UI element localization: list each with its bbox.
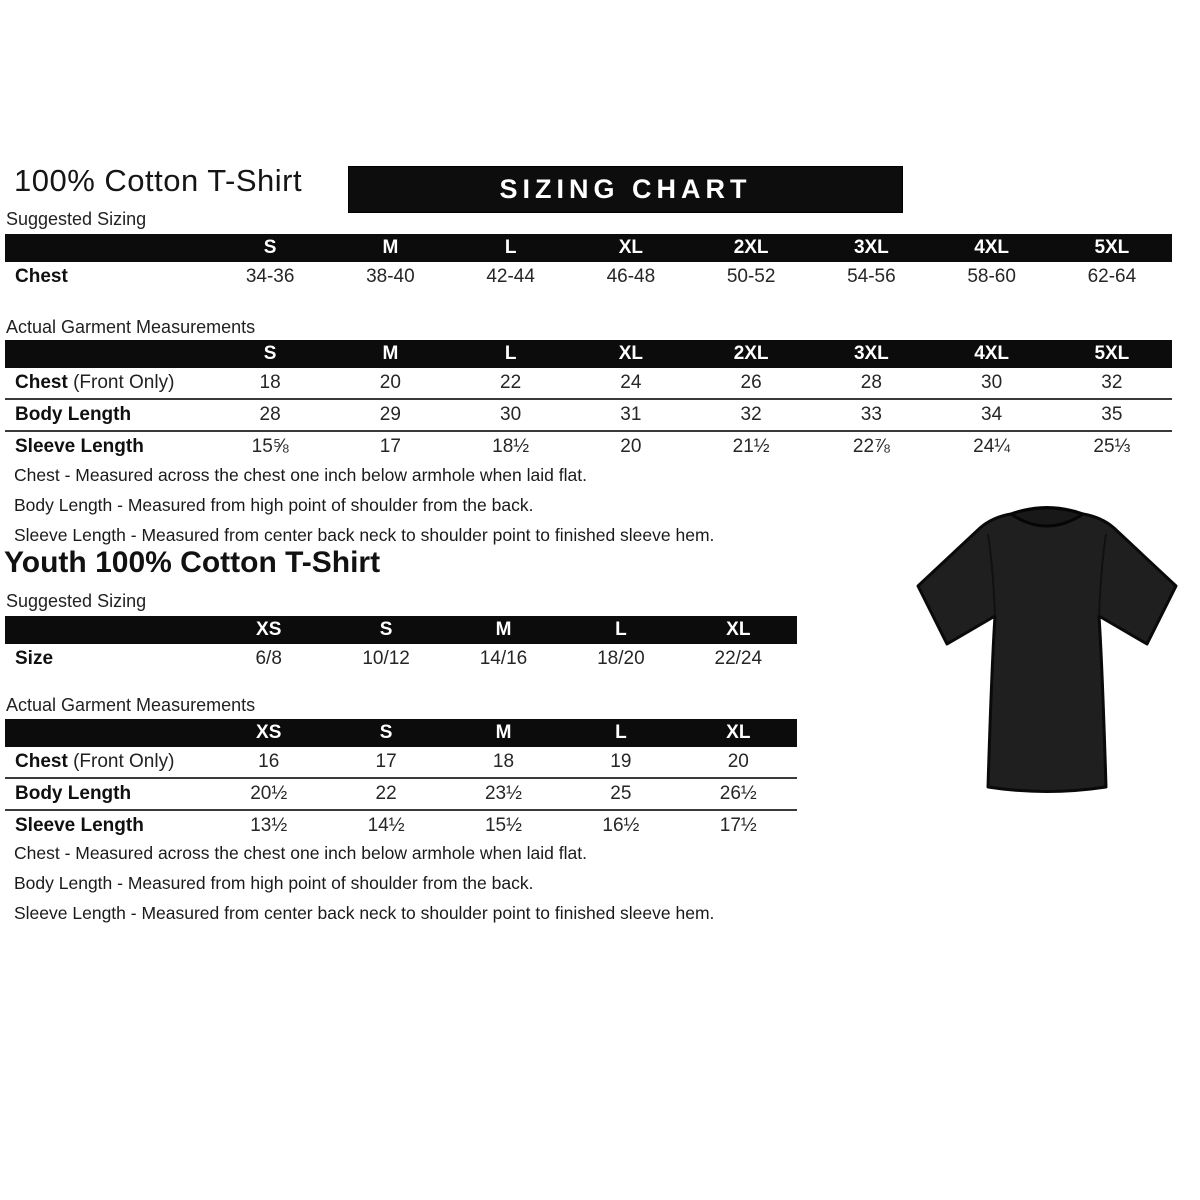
black-tshirt-image (898, 490, 1194, 802)
cell: 33 (811, 399, 931, 431)
tshirt-body (918, 508, 1176, 792)
cell: 32 (1101, 372, 1123, 393)
note-sleeve-length: Sleeve Length - Measured from center back neck to shoulder point to finished sleeve hem. (14, 903, 715, 923)
cell: 23½ (445, 778, 562, 810)
cell: 22⅞ (811, 431, 931, 462)
adult-actual-measurements-heading: Actual Garment Measurements (6, 317, 256, 337)
cell: 25⅓ (1052, 431, 1172, 462)
row-label: Chest (Front Only) (15, 751, 175, 772)
note-sleeve-length: Sleeve Length - Measured from center back neck to shoulder point to finished sleeve hem. (14, 525, 715, 545)
cell: 62-64 (1087, 266, 1137, 287)
column-header: M (445, 719, 562, 747)
column-header: 3XL (811, 340, 931, 368)
cell: 24¼ (932, 431, 1052, 462)
cell: 22/24 (714, 648, 763, 669)
column-header: S (210, 234, 330, 262)
cell: 30 (451, 399, 571, 431)
youth-actual-measurements-table (5, 719, 797, 841)
column-header: XL (571, 234, 691, 262)
row-label: Size (15, 648, 54, 669)
table-header-row (5, 234, 1172, 262)
table-row-body-length (5, 399, 1172, 431)
cell: 18 (492, 751, 515, 772)
row-label: Chest (15, 266, 68, 287)
cell: 34 (932, 399, 1052, 431)
cell: 17½ (680, 810, 797, 841)
column-header: L (562, 719, 679, 747)
column-header: 5XL (1052, 340, 1172, 368)
adult-suggested-sizing-heading: Suggested Sizing (6, 209, 147, 229)
cell: 32 (691, 399, 811, 431)
adult-suggested-sizing-table (5, 234, 1172, 292)
column-header: 4XL (932, 340, 1052, 368)
column-header: 3XL (811, 234, 931, 262)
column-header: 4XL (932, 234, 1052, 262)
table-row-sleeve-length (5, 810, 797, 841)
cell: 26½ (680, 778, 797, 810)
cell: 6/8 (255, 648, 282, 669)
column-header: 5XL (1052, 234, 1172, 262)
cell: 10/12 (362, 648, 410, 669)
cell: 20½ (210, 778, 327, 810)
note-body-length: Body Length - Measured from high point of shoulder from the back. (14, 495, 534, 515)
page-title: 100% Cotton T-Shirt (14, 163, 303, 198)
cell: 26 (740, 372, 762, 393)
cell: 17 (330, 431, 450, 462)
cell: 30 (981, 372, 1003, 393)
youth-suggested-sizing-table (5, 616, 797, 674)
cell: 20 (379, 372, 401, 393)
column-header: 2XL (691, 340, 811, 368)
table-row-body-length (5, 778, 797, 810)
cell: 20 (727, 751, 749, 772)
cell: 35 (1052, 399, 1172, 431)
table-header-row (5, 719, 797, 747)
table-row-size (5, 644, 797, 674)
cell: 18 (259, 372, 281, 393)
cell: 13½ (210, 810, 327, 841)
row-label: Body Length (5, 778, 210, 810)
empty-header-cell (5, 719, 210, 747)
cell: 19 (610, 751, 632, 772)
cell: 16½ (562, 810, 679, 841)
cell: 20 (571, 431, 691, 462)
note-chest: Chest - Measured across the chest one inch below armhole when laid flat. (14, 465, 587, 485)
column-header: L (451, 234, 571, 262)
column-header: S (327, 616, 444, 644)
cell: 15⅝ (210, 431, 330, 462)
cell: 34-36 (245, 266, 295, 287)
empty-header-cell (5, 340, 210, 368)
adult-actual-measurements-table (5, 340, 1172, 462)
column-header: 2XL (691, 234, 811, 262)
table-header-row (5, 616, 797, 644)
column-header: L (451, 340, 571, 368)
cell: 15½ (445, 810, 562, 841)
column-header: M (330, 234, 450, 262)
row-label: Sleeve Length (5, 431, 210, 462)
table-row-sleeve-length (5, 431, 1172, 462)
column-header: S (327, 719, 444, 747)
row-label: Sleeve Length (5, 810, 210, 841)
sizing-chart-banner: SIZING CHART (348, 166, 903, 213)
cell: 24 (620, 372, 642, 393)
cell: 25 (562, 778, 679, 810)
row-label: Body Length (5, 399, 210, 431)
empty-header-cell (5, 234, 210, 262)
column-header: M (445, 616, 562, 644)
table-row-chest (5, 368, 1172, 399)
youth-actual-measurements-heading: Actual Garment Measurements (6, 695, 256, 715)
cell: 58-60 (967, 266, 1016, 287)
cell: 28 (860, 372, 882, 393)
empty-header-cell (5, 616, 210, 644)
cell: 16 (258, 751, 280, 772)
youth-section-title: Youth 100% Cotton T-Shirt (4, 546, 381, 579)
cell: 29 (330, 399, 450, 431)
cell: 31 (571, 399, 691, 431)
cell: 46-48 (606, 266, 656, 287)
note-chest: Chest - Measured across the chest one inch below armhole when laid flat. (14, 843, 587, 863)
cell: 54-56 (847, 266, 896, 287)
table-row-chest (5, 262, 1172, 292)
youth-measurement-notes (14, 838, 714, 928)
cell: 22 (327, 778, 444, 810)
column-header: L (562, 616, 679, 644)
cell: 14/16 (479, 648, 528, 669)
adult-measurement-notes (14, 460, 714, 550)
column-header: S (210, 340, 330, 368)
column-header: XS (210, 719, 327, 747)
table-row-chest (5, 747, 797, 778)
tshirt-graphic (898, 490, 1194, 802)
column-header: XS (210, 616, 327, 644)
cell: 38-40 (366, 266, 415, 287)
cell: 18½ (451, 431, 571, 462)
column-header: XL (680, 616, 797, 644)
cell: 28 (210, 399, 330, 431)
note-body-length: Body Length - Measured from high point of shoulder from the back. (14, 873, 534, 893)
column-header: XL (571, 340, 691, 368)
cell: 17 (375, 751, 397, 772)
column-header: XL (680, 719, 797, 747)
cell: 50-52 (726, 266, 776, 287)
cell: 42-44 (486, 266, 535, 287)
cell: 14½ (327, 810, 444, 841)
youth-suggested-sizing-heading: Suggested Sizing (6, 591, 147, 611)
column-header: M (330, 340, 450, 368)
cell: 18/20 (597, 648, 645, 669)
cell: 22 (500, 372, 522, 393)
row-label: Chest (Front Only) (15, 372, 175, 393)
table-header-row (5, 340, 1172, 368)
cell: 21½ (691, 431, 811, 462)
